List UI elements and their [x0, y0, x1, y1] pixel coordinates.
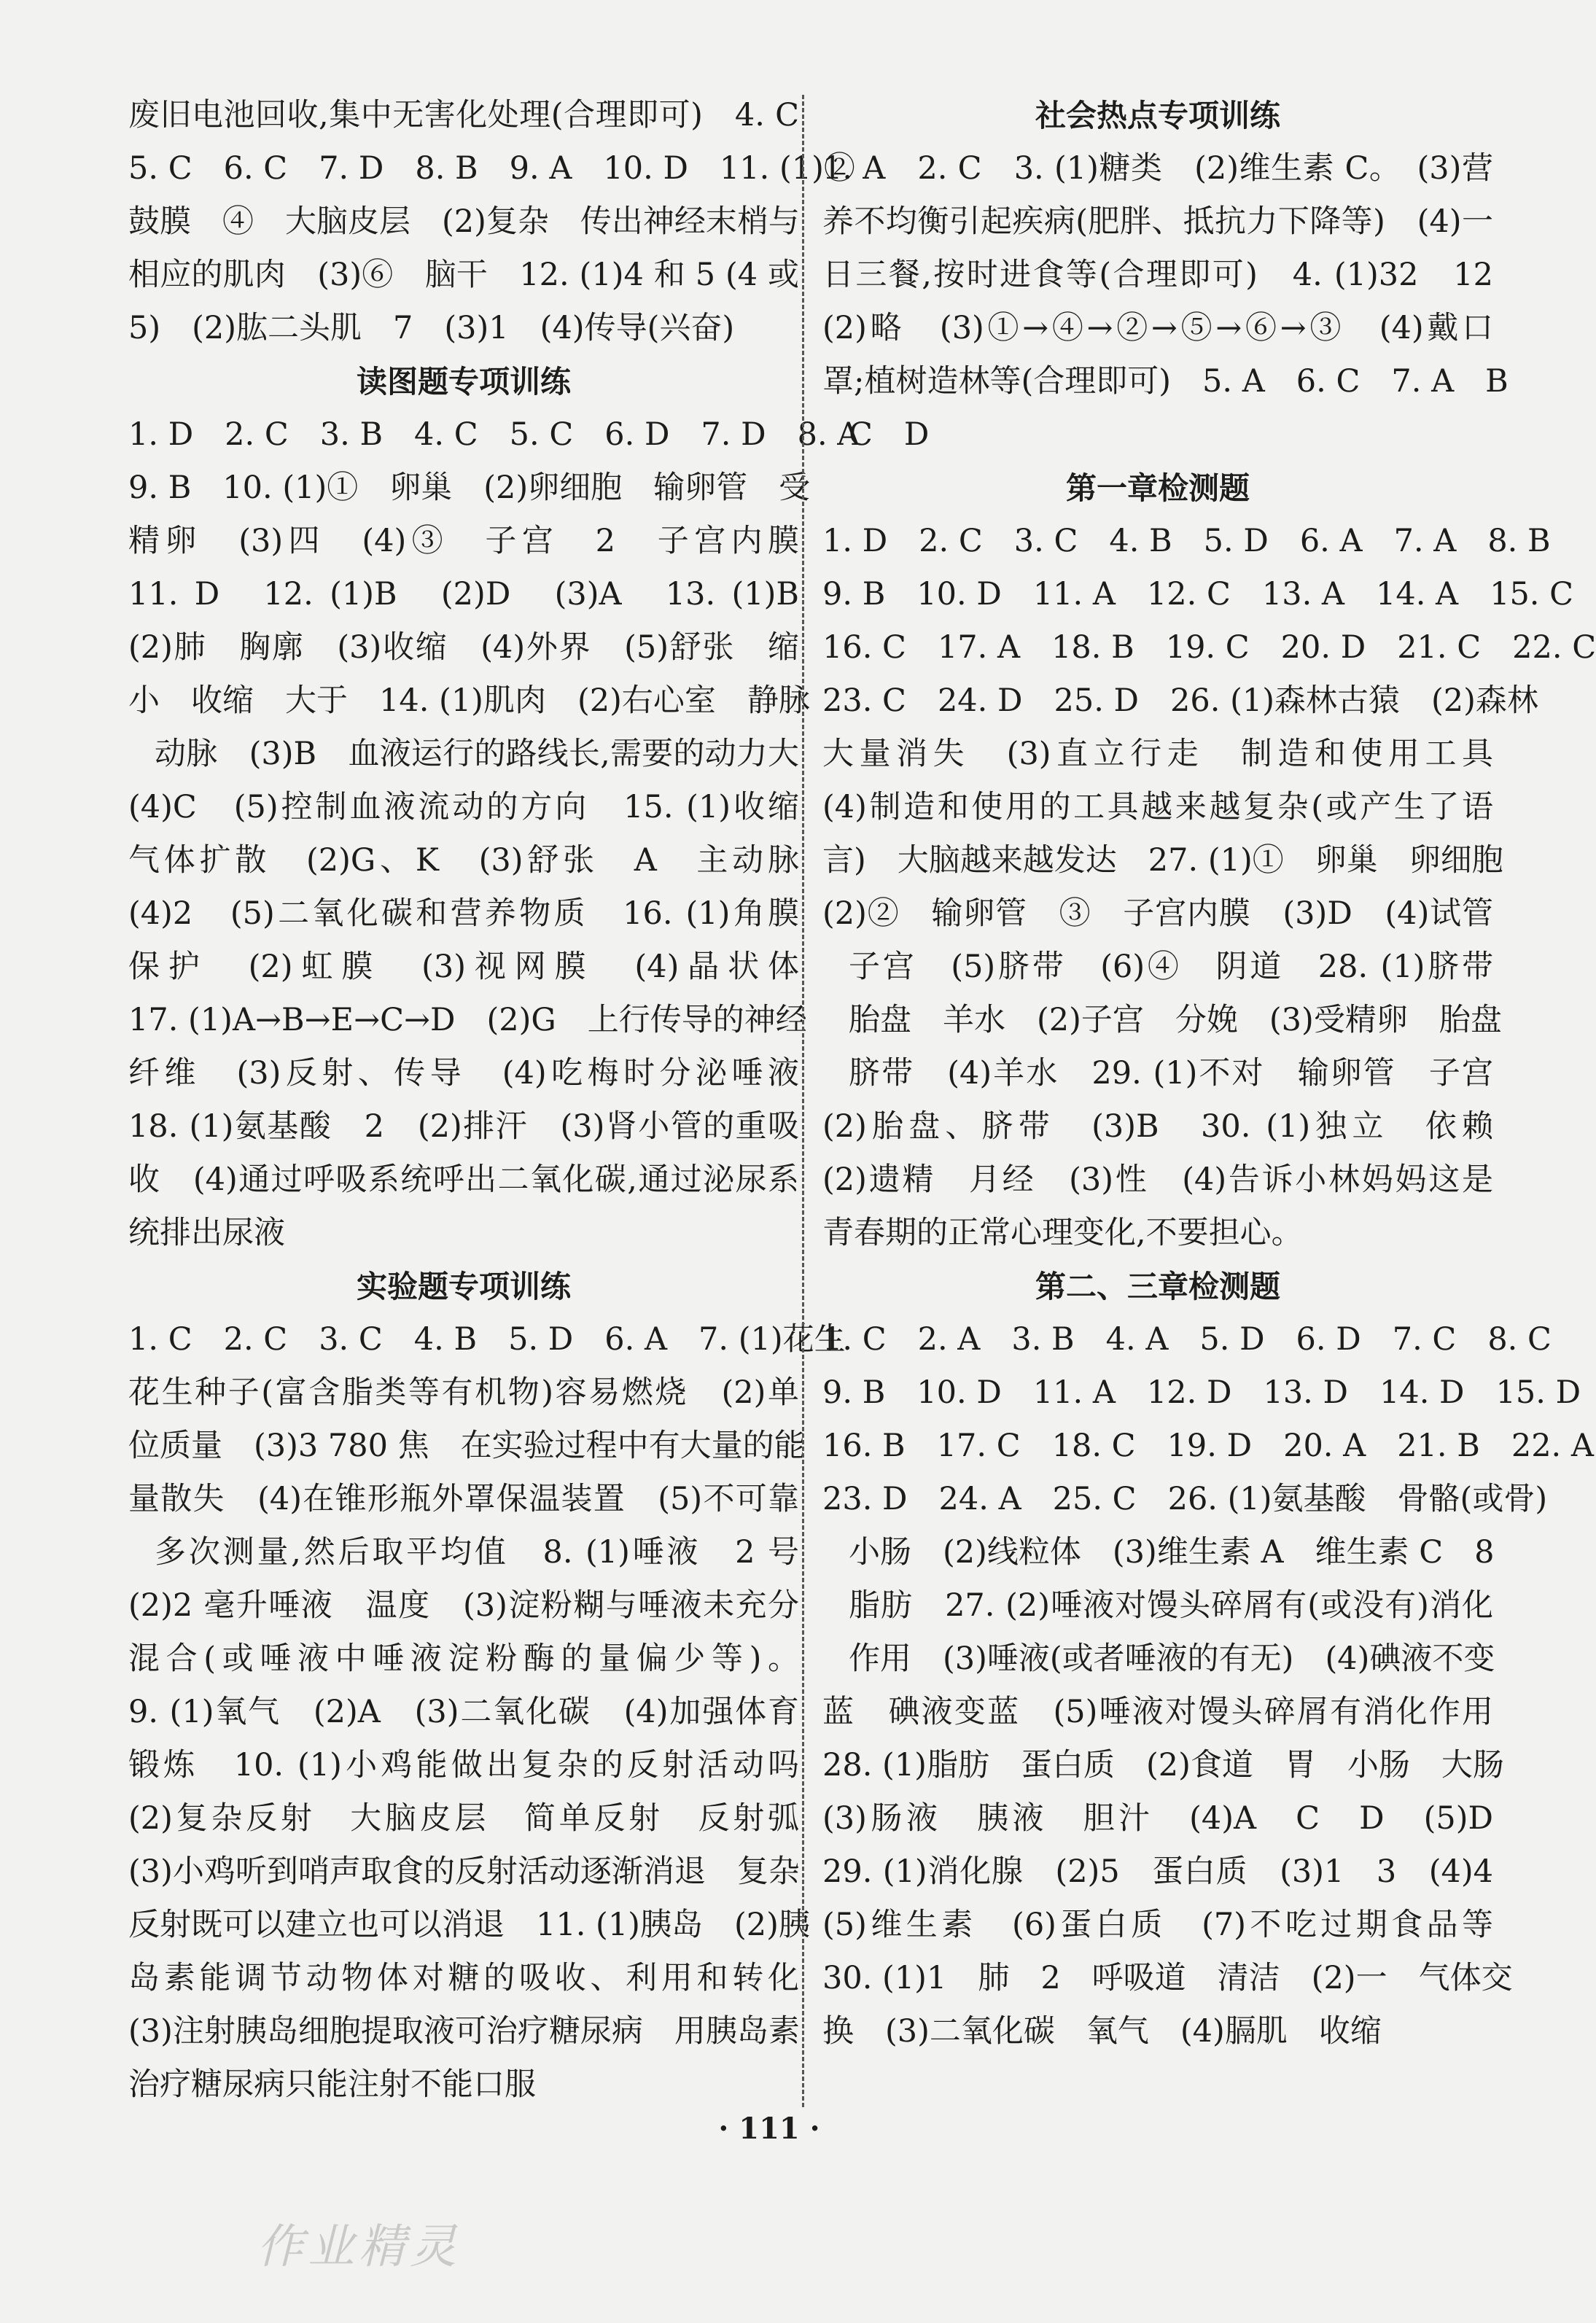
answer-line: 小 收缩 大于 14. (1)肌肉 (2)右心室 静脉	[128, 682, 810, 719]
answer-line: 胎盘 羊水 (2)子宫 分娩 (3)受精卵 胎盘	[849, 1002, 1502, 1038]
answer-line: 小肠 (2)线粒体 (3)维生素 A 维生素 C 8	[849, 1534, 1495, 1571]
answer-line: 1. D 2. C 3. C 4. B 5. D 6. A 7. A 8. B	[822, 523, 1551, 559]
answer-line: 23. C 24. D 25. D 26. (1)森林古猿 (2)森林	[822, 682, 1538, 719]
answer-line: 9. B 10. D 11. A 12. D 13. D 14. D 15. D	[822, 1374, 1581, 1411]
answer-line: 保护 (2)虹膜 (3)视网膜 (4)晶状体	[128, 949, 799, 985]
answer-line: 罩;植树造林等(合理即可) 5. A 6. C 7. A B	[822, 363, 1509, 400]
answer-line: (4)C (5)控制血液流动的方向 15. (1)收缩	[128, 789, 799, 825]
answer-line: 1. D 2. C 3. B 4. C 5. C 6. D 7. D 8. A	[128, 416, 860, 453]
answer-line: 11. D 12. (1)B (2)D (3)A 13. (1)B	[128, 576, 799, 612]
right-block-3	[822, 1313, 1594, 2058]
answer-line: C D	[849, 416, 930, 453]
answer-line: (2)2 毫升唾液 温度 (3)淀粉糊与唾液未充分	[128, 1587, 799, 1624]
answer-line: 言) 大脑越来越发达 27. (1)① 卵巢 卵细胞	[822, 842, 1503, 879]
answer-line: 锻炼 10. (1)小鸡能做出复杂的反射活动吗	[128, 1747, 799, 1783]
answer-line: 收 (4)通过呼吸系统呼出二氧化碳,通过泌尿系	[128, 1162, 799, 1198]
answer-line: (2)肺 胸廓 (3)收缩 (4)外界 (5)舒张 缩	[128, 629, 799, 666]
answer-line: 16. B 17. C 18. C 19. D 20. A 21. B 22. A	[822, 1428, 1594, 1464]
answer-line: (2)略 (3)①→④→②→⑤→⑥→③ (4)戴口	[822, 310, 1493, 346]
answer-line: 5. C 6. C 7. D 8. B 9. A 10. D 11. (1)②	[128, 150, 855, 187]
watermark-logo: 作业精灵	[257, 2220, 461, 2274]
answer-line: 18. (1)氨基酸 2 (2)排汗 (3)肾小管的重吸	[128, 1108, 799, 1145]
answer-line: 养不均衡引起疾病(肥胖、抵抗力下降等) (4)一	[822, 203, 1493, 240]
answer-line: (2)胎盘、脐带 (3)B 30. (1)独立 依赖	[822, 1108, 1493, 1145]
answer-line: 混合(或唾液中唾液淀粉酶的量偏少等)。	[128, 1641, 799, 1677]
right-block-2	[822, 515, 1596, 1260]
answer-line: 岛素能调节动物体对糖的吸收、利用和转化	[128, 1960, 799, 1996]
answer-line: (2)② 输卵管 ③ 子宫内膜 (3)D (4)试管	[822, 895, 1493, 932]
answer-line: 反射既可以建立也可以消退 11. (1)胰岛 (2)胰	[128, 1907, 810, 1943]
section-heading-reading-figures: 读图题专项训练	[356, 364, 571, 400]
answer-line: 统排出尿液	[128, 1215, 285, 1251]
answer-line: 蓝 碘液变蓝 (5)唾液对馒头碎屑有消化作用	[822, 1694, 1493, 1730]
answer-line: 气体扩散 (2)G、K (3)舒张 A 主动脉	[128, 842, 799, 879]
answer-line: 大量消失 (3)直立行走 制造和使用工具	[822, 736, 1493, 772]
answer-line: (5)维生素 (6)蛋白质 (7)不吃过期食品等	[822, 1907, 1493, 1943]
answer-line: 治疗糖尿病只能注射不能口服	[128, 2066, 536, 2103]
left-block-3	[128, 1313, 846, 2112]
section-heading-social-topics: 社会热点专项训练	[1035, 98, 1280, 133]
answer-line: (2)遗精 月经 (3)性 (4)告诉小林妈妈这是	[822, 1162, 1493, 1198]
answer-line: 量散失 (4)在锥形瓶外罩保温装置 (5)不可靠	[128, 1481, 799, 1517]
answer-line: 动脉 (3)B 血液运行的路线长,需要的动力大	[155, 736, 799, 772]
answer-line: 1. C 2. A 3. B 4. A 5. D 6. D 7. C 8. C	[822, 1321, 1552, 1358]
answer-line: 花生种子(富含脂类等有机物)容易燃烧 (2)单	[128, 1374, 799, 1411]
page-number: · 111 ·	[718, 2112, 820, 2146]
answer-line: (3)肠液 胰液 胆汁 (4)A C D (5)D	[822, 1800, 1493, 1837]
answer-line: 多次测量,然后取平均值 8. (1)唾液 2 号	[155, 1534, 799, 1571]
answer-line: 脂肪 27. (2)唾液对馒头碎屑有(或没有)消化	[849, 1587, 1493, 1624]
answer-line: 9. B 10. (1)① 卵巢 (2)卵细胞 输卵管 受	[128, 470, 811, 506]
answer-line: 鼓膜 ④ 大脑皮层 (2)复杂 传出神经末梢与	[128, 203, 800, 240]
answer-line: 位质量 (3)3 780 焦 在实验过程中有大量的能	[128, 1428, 806, 1464]
answer-line: 30. (1)1 肺 2 呼吸道 清洁 (2)一 气体交	[822, 1960, 1513, 1996]
answer-line: (2)复杂反射 大脑皮层 简单反射 反射弧	[128, 1800, 799, 1837]
answer-line: 作用 (3)唾液(或者唾液的有无) (4)碘液不变	[849, 1641, 1495, 1677]
section-heading-chapter-1-test: 第一章检测题	[1065, 470, 1250, 506]
answer-line: 23. D 24. A 25. C 26. (1)氨基酸 骨骼(或骨)	[822, 1481, 1548, 1517]
answer-line: 1. A 2. C 3. (1)糖类 (2)维生素 C。 (3)营	[822, 150, 1493, 187]
answer-line: (4)制造和使用的工具越来越复杂(或产生了语	[822, 789, 1493, 825]
answer-line: 29. (1)消化腺 (2)5 蛋白质 (3)1 3 (4)4	[822, 1853, 1493, 1890]
answer-line: 纤维 (3)反射、传导 (4)吃梅时分泌唾液	[128, 1055, 799, 1092]
answer-line: (3)注射胰岛细胞提取液可治疗糖尿病 用胰岛素	[128, 2013, 800, 2050]
left-block-2	[128, 408, 860, 1260]
answer-line: 脐带 (4)羊水 29. (1)不对 输卵管 子宫	[849, 1055, 1493, 1092]
answer-line: 精卵 (3)四 (4)③ 子宫 2 子宫内膜	[128, 523, 799, 559]
right-block-1	[822, 142, 1509, 462]
answer-line: 9. (1)氧气 (2)A (3)二氧化碳 (4)加强体育	[128, 1694, 799, 1730]
answer-line: 17. (1)A→B→E→C→D (2)G 上行传导的神经	[128, 1002, 807, 1038]
answer-line: 9. B 10. D 11. A 12. C 13. A 14. A 15. C	[822, 576, 1574, 612]
left-column	[128, 89, 860, 2112]
answer-line: 废旧电池回收,集中无害化处理(合理即可) 4. C	[128, 97, 799, 133]
column-divider	[802, 95, 804, 2107]
answer-line: (4)2 (5)二氧化碳和营养物质 16. (1)角膜	[128, 895, 799, 932]
answer-line: 日三餐,按时进食等(合理即可) 4. (1)32 12	[822, 257, 1493, 293]
answer-line: 28. (1)脂肪 蛋白质 (2)食道 胃 小肠 大肠	[822, 1747, 1504, 1783]
left-block-1	[128, 89, 855, 355]
answer-line: 换 (3)二氧化碳 氧气 (4)膈肌 收缩	[822, 2013, 1382, 2050]
answer-line: 1. C 2. C 3. C 4. B 5. D 6. A 7. (1)花生	[128, 1321, 846, 1358]
right-column	[822, 89, 1596, 2058]
answer-line: 青春期的正常心理变化,不要担心。	[822, 1215, 1303, 1251]
answer-line: 5) (2)肱二头肌 7 (3)1 (4)传导(兴奋)	[128, 310, 735, 346]
answer-line: 16. C 17. A 18. B 19. C 20. D 21. C 22. C	[822, 629, 1596, 666]
answer-line: 相应的肌肉 (3)⑥ 脑干 12. (1)4 和 5 (4 或	[128, 257, 799, 293]
answer-line: 子宫 (5)脐带 (6)④ 阴道 28. (1)脐带	[849, 949, 1493, 985]
answer-line: (3)小鸡听到哨声取食的反射活动逐渐消退 复杂	[128, 1853, 800, 1890]
section-heading-experiments: 实验题专项训练	[356, 1269, 571, 1304]
section-heading-chapter-2-3-test: 第二、三章检测题	[1035, 1269, 1280, 1304]
